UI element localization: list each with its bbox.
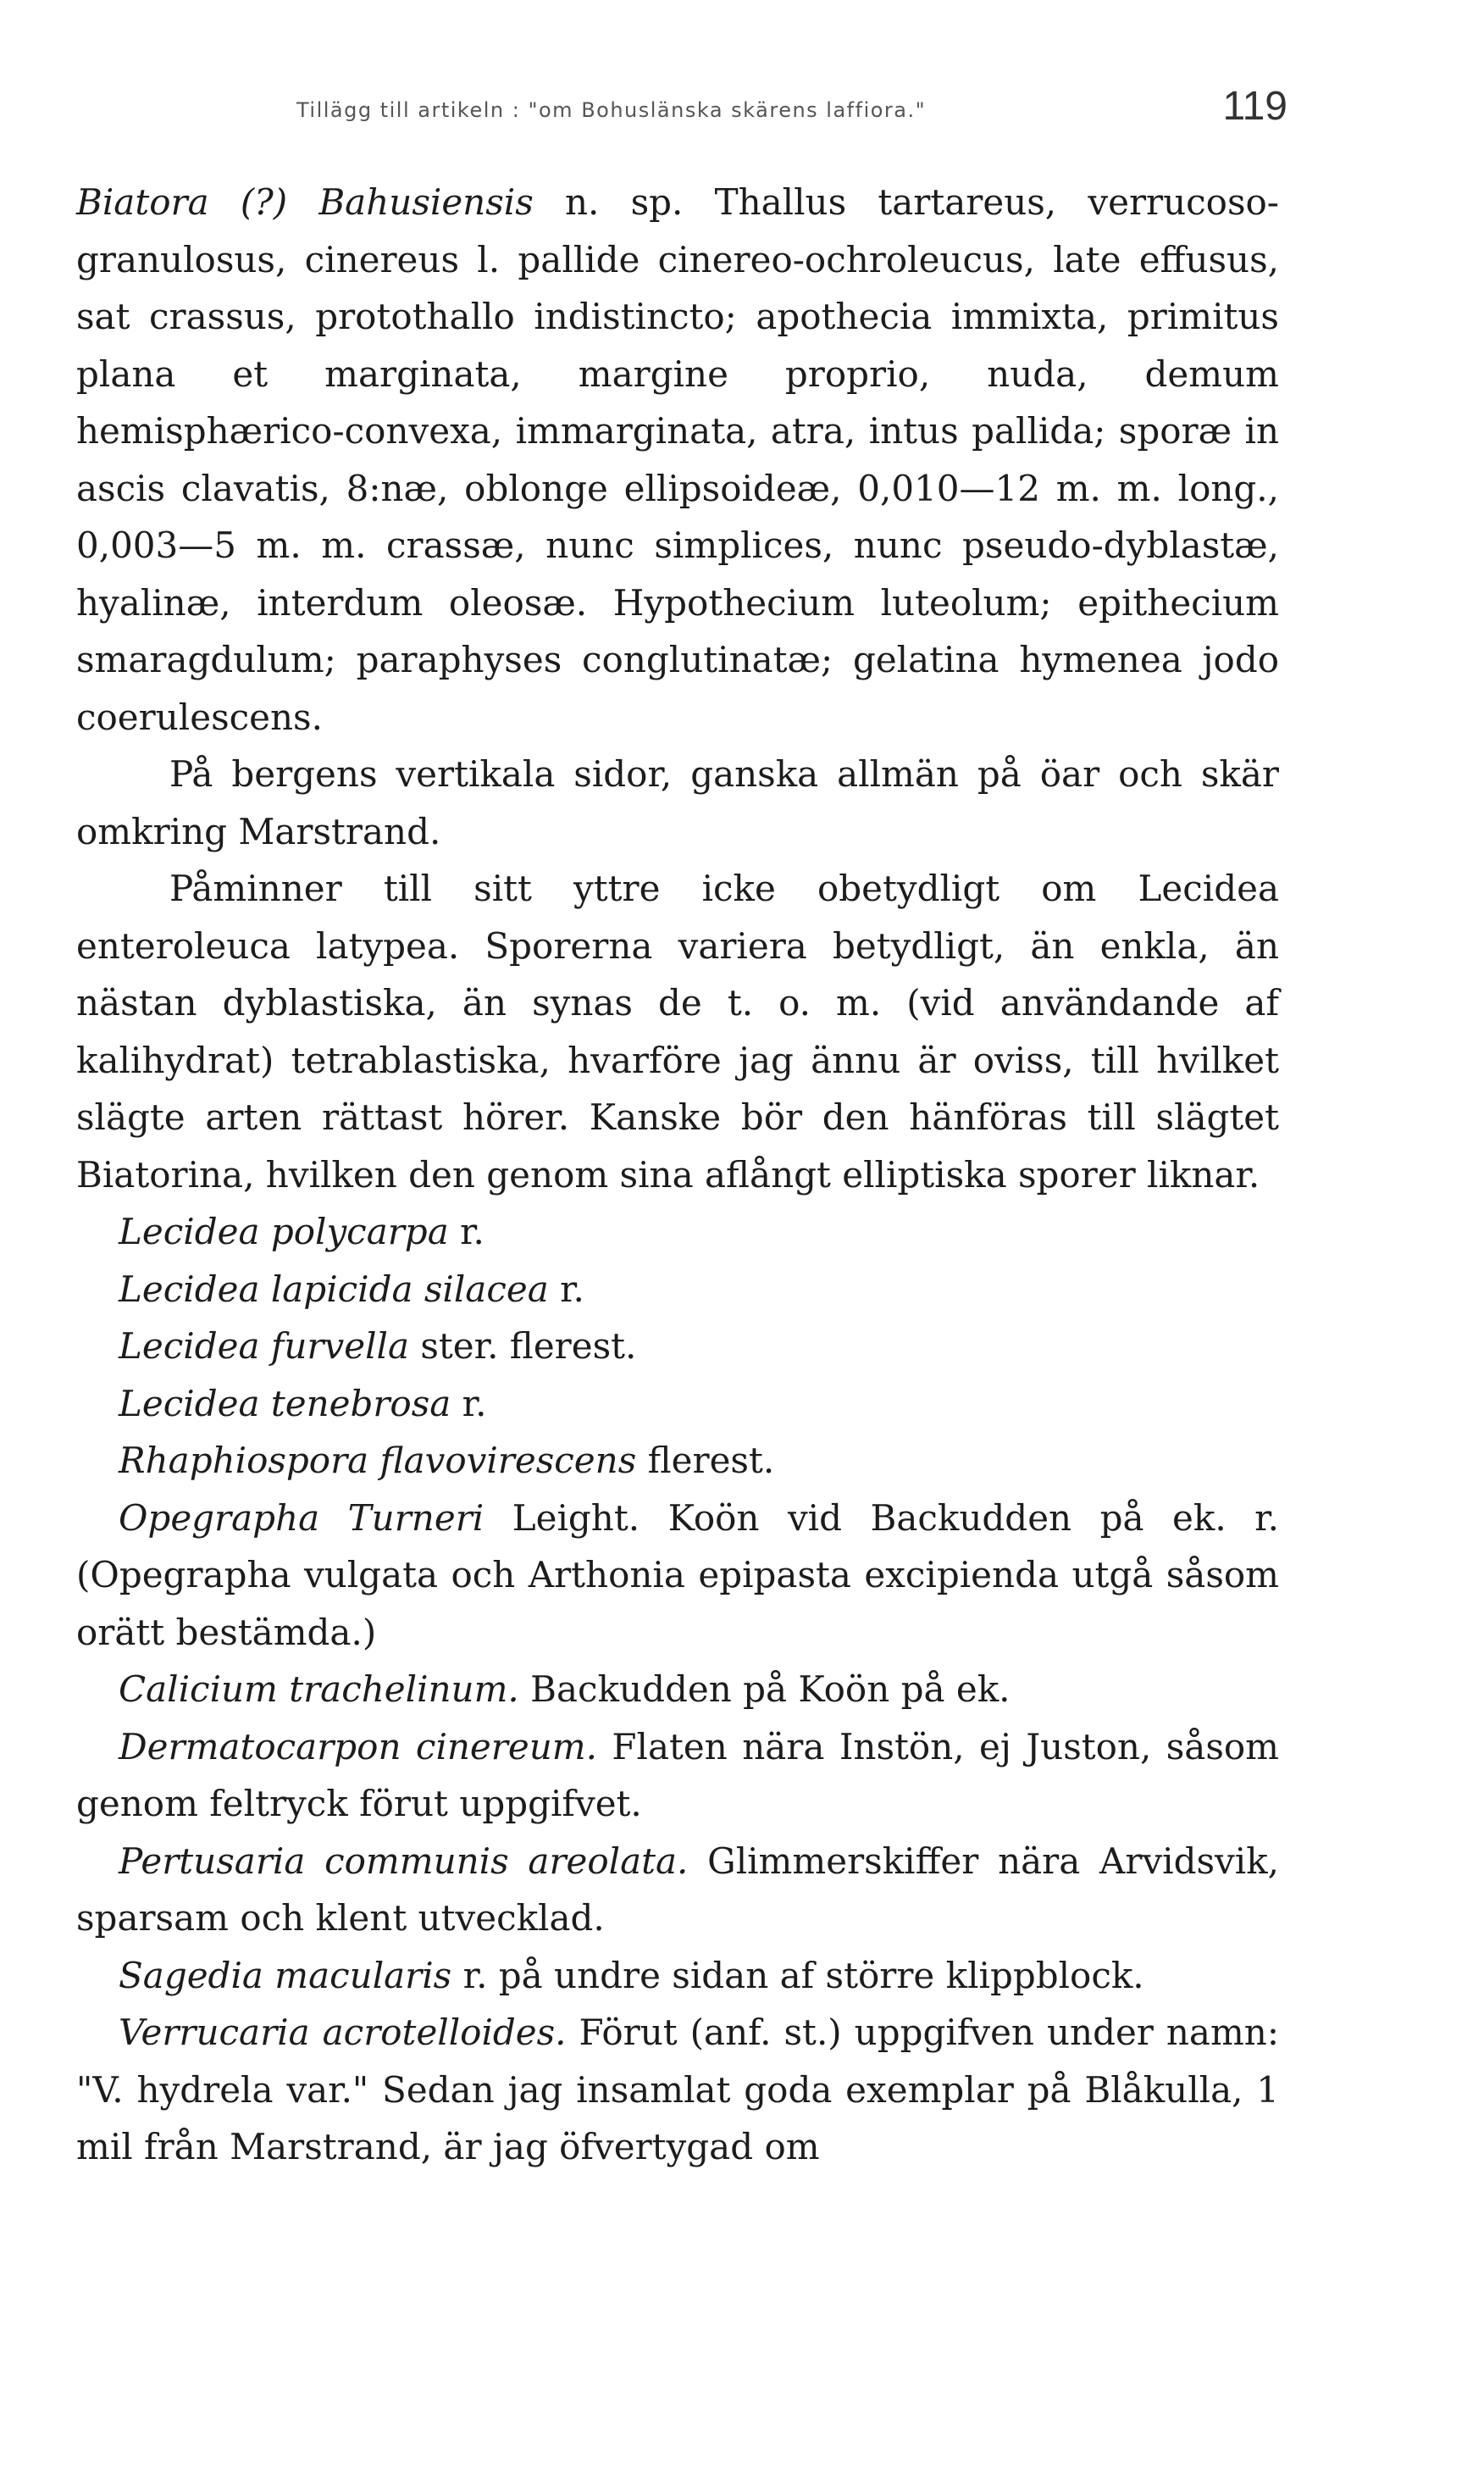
species-text: Backudden på Koön på ek. [518,1668,1011,1710]
species-name: Lecidea tenebrosa [119,1382,451,1424]
species-entry [76,1661,1279,1718]
habitat-paragraph: På bergens vertikala sidor, ganska allmän på öar och skär omkring Marstrand. [76,753,1279,852]
remarks-paragraph: Påminner till sitt yttre icke obetydligt om Lecidea enteroleuca latypea. Sporerna variera betydligt, än enkla, än nästan dyblastiska, än synas de t. o. m. (vid användande af kalihydrat) tetrablastiska, hvarföre jag ännu är oviss, till hvilket slägte arten rättast hörer. Kanske bör den hänföras till slägtet Biatorina, hvilken den genom sina aflångt elliptiska sporer liknar. [76,868,1279,1196]
species-text: r. [448,1211,485,1252]
species-text: r. [548,1268,584,1310]
species-text: Leight. Koön vid Backudden på ek. r. (Opegrapha vulgata och Arthonia epipasta excipienda utgå såsom orätt bestämda.) [76,1496,1279,1653]
species-entry [76,2004,1279,2176]
species-name: Lecidea polycarpa [119,1211,449,1252]
running-head: Tillägg till artikeln : "om Bohuslänska skärens laffiora." [296,98,927,122]
species-name: Rhaphiospora flavovirescens [119,1440,637,1481]
species-name: Calicium trachelinum. [119,1668,519,1710]
species-text: flerest. [636,1440,775,1481]
species-name: Sagedia macularis [119,1954,452,1996]
species-text: r. [451,1382,487,1424]
species-entry [76,1318,1279,1375]
species-entry [76,1490,1279,1662]
species-name: Lecidea lapicida silacea [119,1268,549,1310]
species-entry [76,1833,1279,1947]
species-description [76,174,1279,746]
species-name: Lecidea furvella [119,1325,409,1367]
species-text: r. på undre sidan af större klippblock. [451,1954,1144,1996]
species-name: Opegrapha Turneri [119,1496,485,1539]
species-entry [76,1947,1279,2005]
species-name: Verrucaria acrotelloides. [119,2012,567,2053]
species-entry [76,1432,1279,1490]
species-text: ster. flerest. [409,1325,637,1367]
page-header [76,83,1287,142]
species-name: Biatora (?) Bahusiensis [76,181,534,223]
species-name: Pertusaria communis areolata. [119,1840,689,1882]
species-name: Dermatocarpon cinereum. [119,1725,597,1767]
species-entry [76,1375,1279,1433]
body-text [76,174,1279,2176]
species-entry [76,1203,1279,1261]
species-entry [76,1718,1279,1833]
species-entry [76,1261,1279,1318]
species-text: Förut (anf. st.) uppgifven under namn: "V. hydrela var." Sedan jag insamlat goda exemplar på Blåkulla, 1 mil från Marstrand, är jag öfvertygad om [76,2012,1279,2167]
species-text: Flaten nära Instön, ej Juston, såsom genom feltryck förut uppgifvet. [76,1725,1280,1824]
description-text: n. sp. Thallus tartareus, verrucoso-granulosus, cinereus l. pallide cinereo-ochroleucus, late effusus, sat crassus, protothallo indistincto; apothecia immixta, primitus plana et marginata, margine proprio, nuda, demum hemisphærico-convexa, immarginata, atra, intus pallida; sporæ in ascis clavatis, 8:næ, oblonge ellipsoideæ, 0,010—12 m. m. long., 0,003—5 m. m. crassæ, nunc simplices, nunc pseudo-dyblastæ, hyalinæ, interdum oleosæ. Hypothecium luteolum; epithecium smaragdulum; paraphyses conglutinatæ; gelatina hymenea jodo coerulescens. [76,181,1279,738]
page-number: 119 [1222,84,1287,129]
species-text: Glimmerskiffer nära Arvidsvik, sparsam och klent utvecklad. [76,1840,1280,1939]
